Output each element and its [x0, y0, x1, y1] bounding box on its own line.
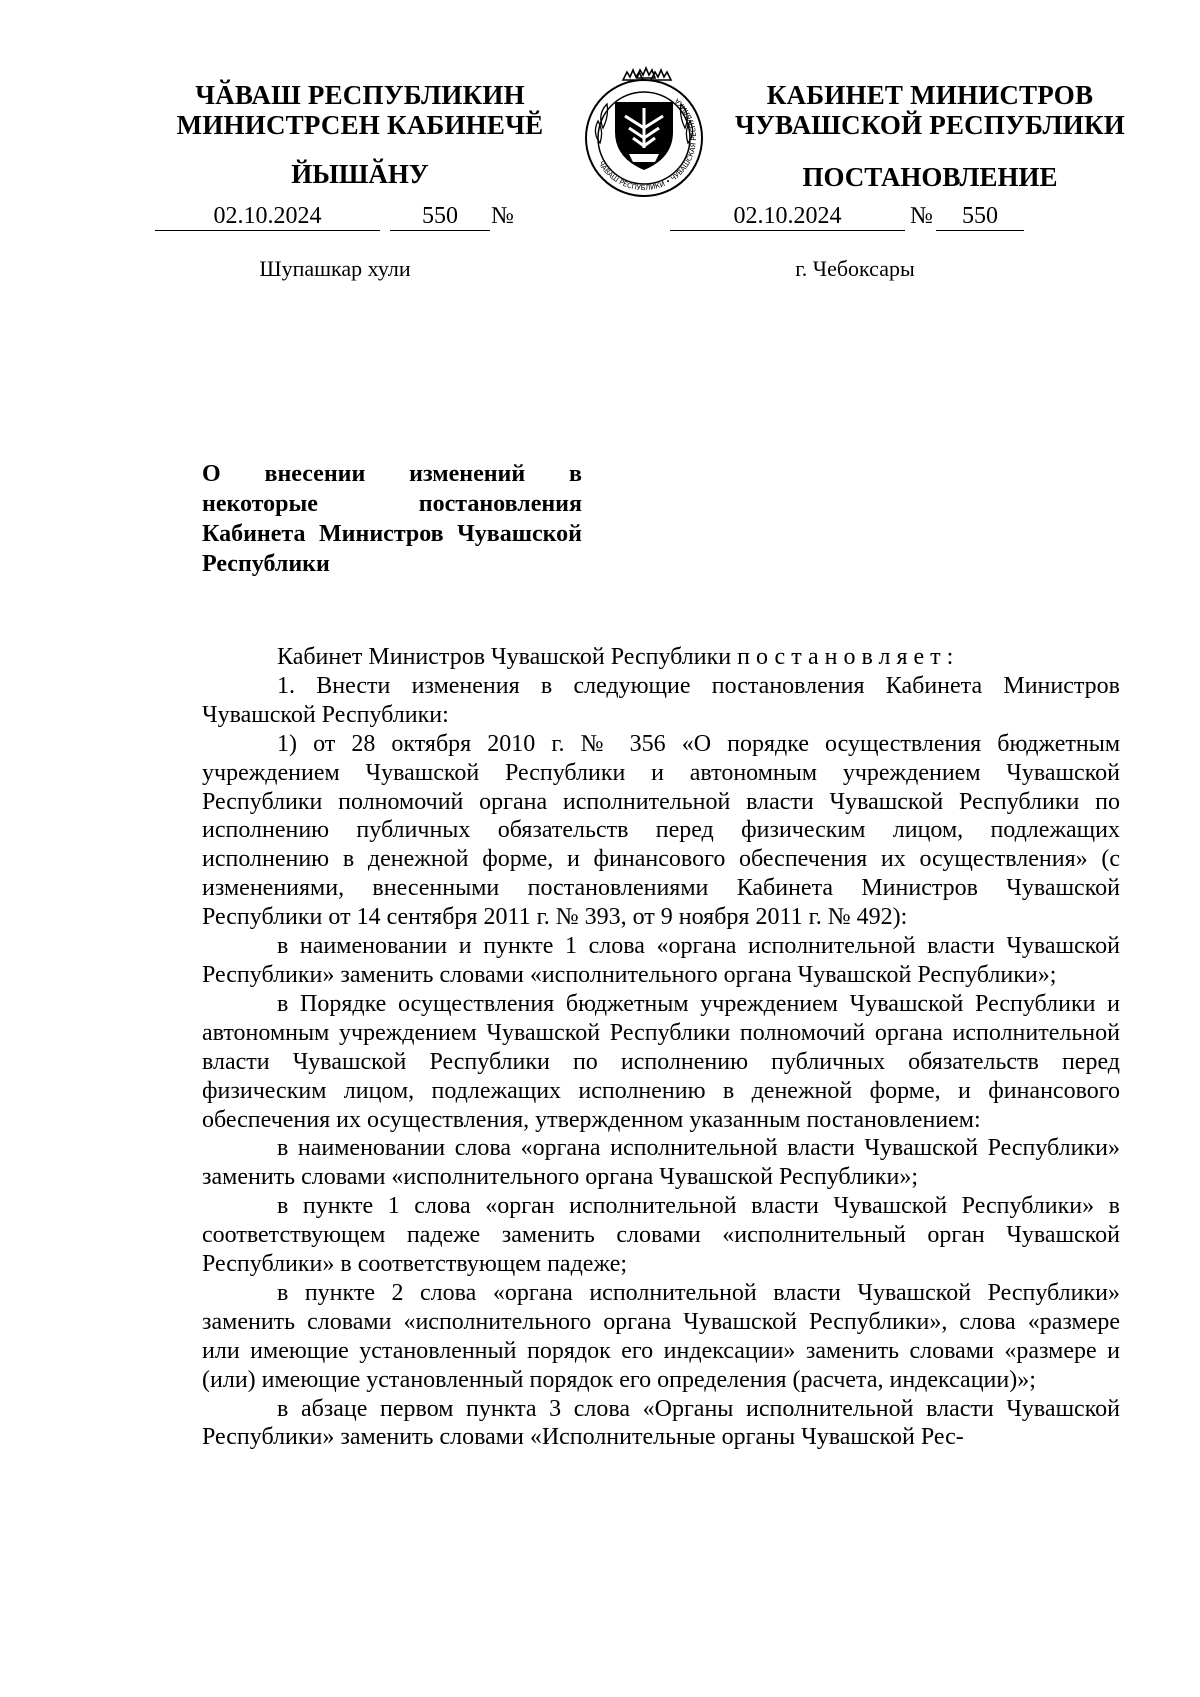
num-sign-chuvash: №: [491, 203, 514, 229]
body-paragraph: в пункте 2 слова «органа исполнительной власти Чувашской Республики» заменить словами «исполнительного органа Чувашской Республики», слова «размере или имеющие установленный порядок его индексации» заменить словами «размере и (или) имеющие установленный порядок его определения (расчета, индексации)»;: [202, 1279, 1120, 1393]
doc-date-russian: 02.10.2024: [670, 202, 905, 231]
emblem-ring-text: ЧӐВАШ РЕСПУБЛИКИ • ЧУВАШСКАЯ РЕСПУБЛИКА: [596, 96, 699, 193]
doc-type-russian: ПОСТАНОВЛЕНИЕ: [802, 162, 1058, 192]
doc-number-row-chuvash: [155, 202, 555, 232]
document-body: [202, 643, 1120, 1452]
org-name-russian: [720, 80, 1140, 140]
body-paragraph: 1. Внести изменения в следующие постановления Кабинета Министров Чувашской Республики:: [202, 672, 1120, 728]
org-name-russian-line2: ЧУВАШСКОЙ РЕСПУБЛИКИ: [735, 110, 1125, 140]
body-paragraph: 1) от 28 октября 2010 г. № 356 «О порядке осуществления бюджетным учреждением Чувашской Республики и автономным учреждением Чувашской Республики полномочий органа исполнительной власти Чувашской Республики по исполнению публичных обязательств перед физическим лицом, подлежащих исполнению в денежной форме, и финансового обеспечения их осуществления» (с изменениями, внесенными постановлениями Кабинета Министров Чувашской Республики от 14 сентября 2011 г. № 393, от 9 ноября 2011 г. № 492):: [202, 730, 1120, 931]
body-paragraph: в пункте 1 слова «орган исполнительной власти Чувашской Республики» в соответствующем падеже заменить словами «исполнительный орган Чувашской Республики» в соответствующем падеже;: [202, 1193, 1120, 1278]
body-paragraph: в наименовании слова «органа исполнительной власти Чувашской Республики» заменить словами «исполнительного органа Чувашской Республики»;: [202, 1135, 1120, 1191]
place-chuvash: Шупашкар хули: [259, 256, 411, 281]
doc-type-chuvash: ЙЫШӐНУ: [291, 159, 429, 189]
body-intro-decree-word: постановляет:: [737, 644, 960, 670]
org-name-chuvash: [150, 80, 570, 140]
org-name-chuvash-line1: ЧӐВАШ РЕСПУБЛИКИН: [195, 80, 525, 110]
num-sign-russian: №: [910, 203, 933, 229]
doc-number-chuvash: 550: [390, 202, 490, 231]
doc-date-chuvash: 02.10.2024: [155, 202, 380, 231]
body-intro-main: Кабинет Министров Чувашской Республики: [277, 644, 738, 670]
org-name-chuvash-line2: МИНИСТРСЕН КАБИНЕЧӖ: [176, 110, 544, 140]
place-russian: г. Чебоксары: [795, 256, 915, 281]
doc-number-russian: 550: [936, 202, 1024, 231]
org-name-russian-line1: КАБИНЕТ МИНИСТРОВ: [766, 80, 1094, 110]
body-intro: [202, 643, 1120, 672]
doc-number-row-russian: [670, 202, 1130, 232]
document-subject: О внесении изменений в некоторые постановления Кабинета Министров Чувашской Республики: [202, 461, 582, 577]
body-paragraph: в абзаце первом пункта 3 слова «Органы исполнительной власти Чувашской Республики» заменить словами «Исполнительные органы Чувашской Рес-: [202, 1395, 1120, 1451]
chuvash-coat-of-arms-icon: [573, 58, 715, 200]
body-paragraph: в Порядке осуществления бюджетным учреждением Чувашской Республики и автономным учреждением Чувашской Республики полномочий органа исполнительной власти Чувашской Республики по исполнению публичных обязательств перед физическим лицом, подлежащих исполнению в денежной форме, и финансового обеспечения их осуществления, утвержденном указанным постановлением:: [202, 990, 1120, 1133]
body-paragraph: в наименовании и пункте 1 слова «органа исполнительной власти Чувашской Республики» заменить словами «исполнительного органа Чувашской Республики»;: [202, 933, 1120, 988]
